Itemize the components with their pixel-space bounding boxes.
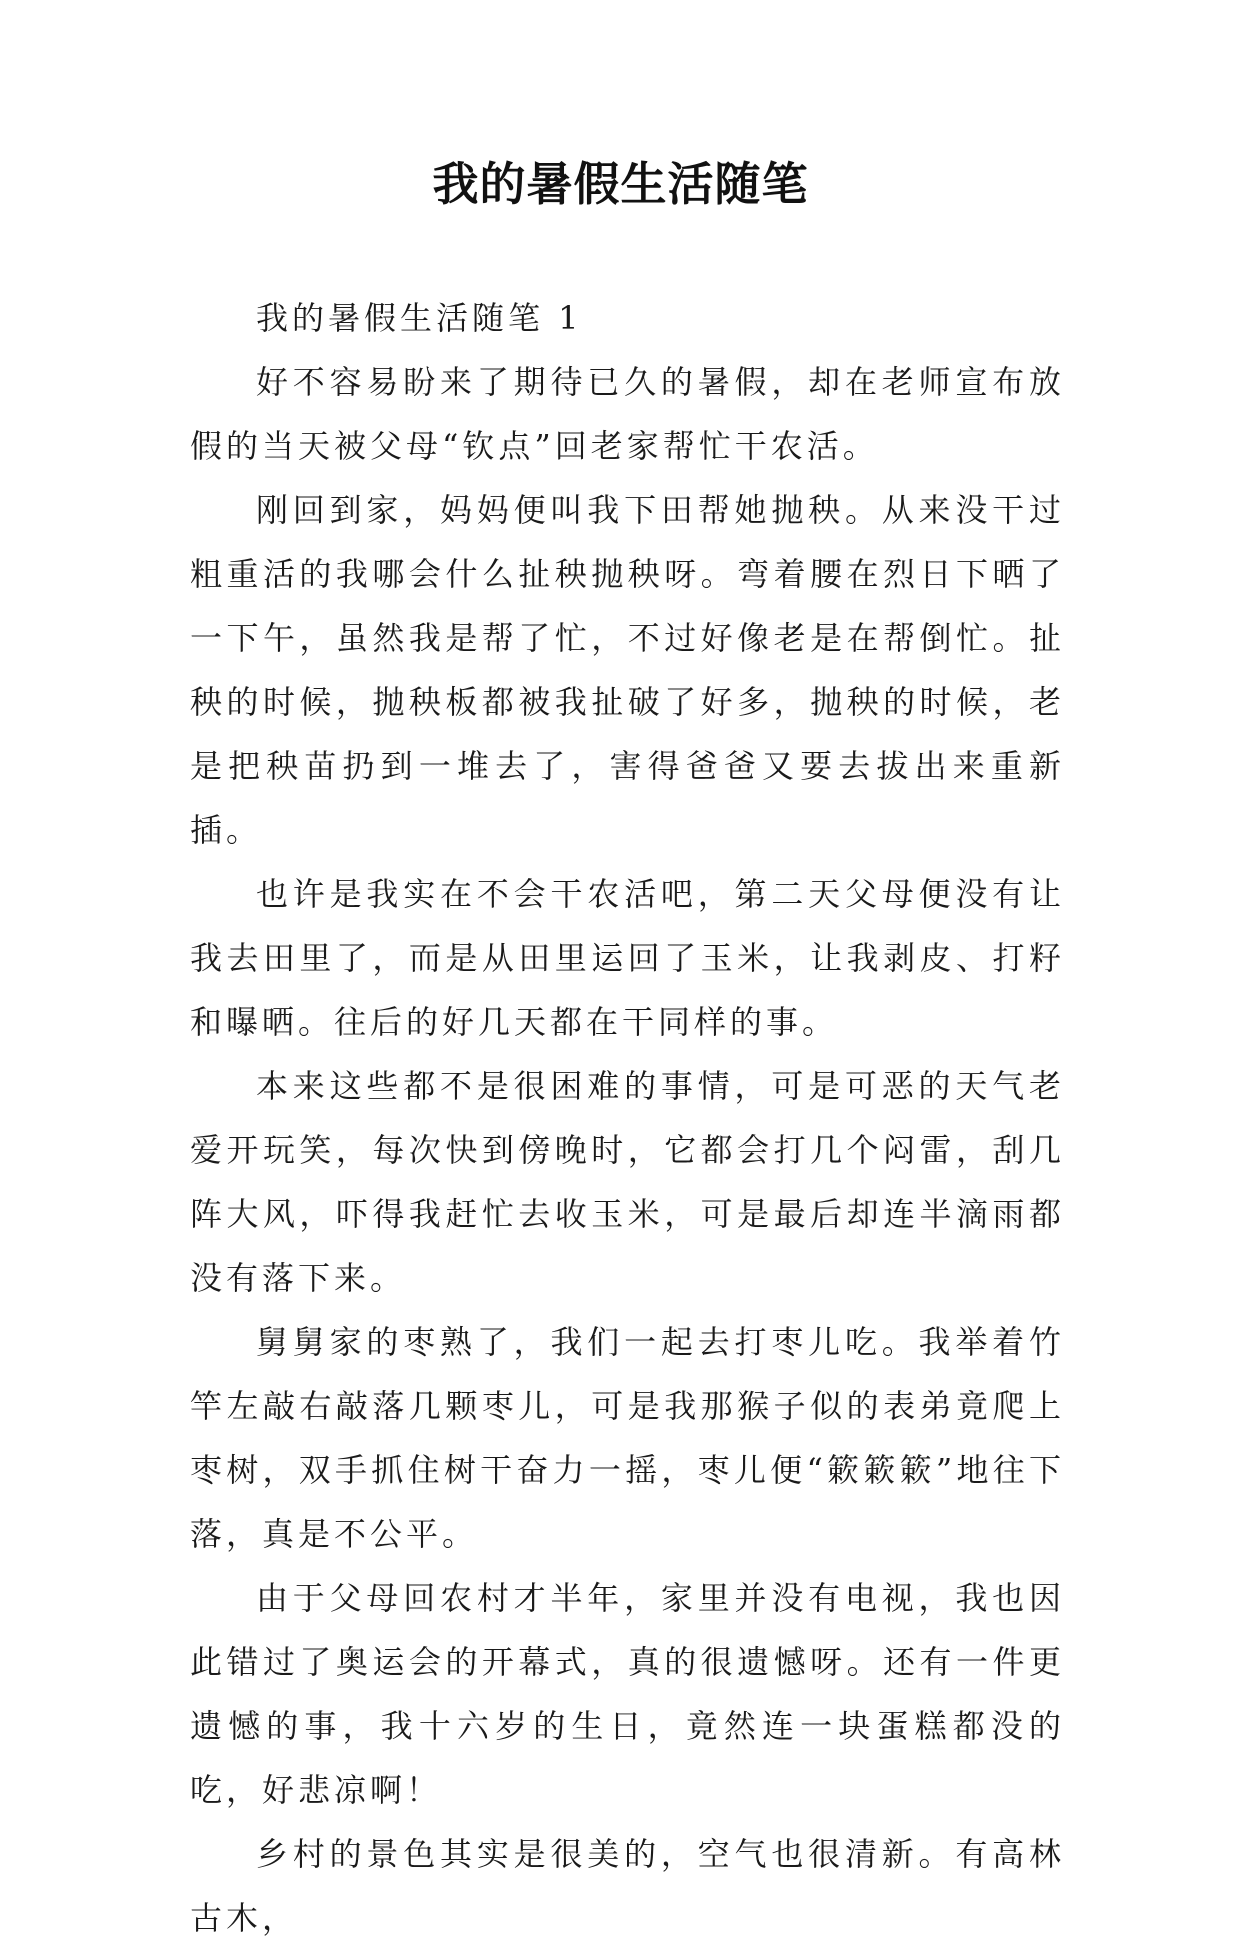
paragraph: 本来这些都不是很困难的事情，可是可恶的天气老爱开玩笑，每次快到傍晚时，它都会打几个闷雷，刮几阵大风，吓得我赶忙去收玉米，可是最后却连半滴雨都没有落下来。 [190, 1067, 1065, 1297]
paragraph: 舅舅家的枣熟了，我们一起去打枣儿吃。我举着竹竿左敲右敲落几颗枣儿，可是我那猴子似的表弟竟爬上枣树，双手抓住树干奋力一摇，枣儿便“簌簌簌”地往下落，真是不公平。 [190, 1323, 1065, 1553]
section-heading: 我的暑假生活随笔 1 [256, 299, 583, 337]
document-title: 我的暑假生活随笔 [432, 157, 809, 211]
paragraph: 好不容易盼来了期待已久的暑假，却在老师宣布放假的当天被父母“钦点”回老家帮忙干农活。 [190, 363, 1065, 465]
document-body [190, 286, 1065, 1950]
paragraph: 也许是我实在不会干农活吧，第二天父母便没有让我去田里了，而是从田里运回了玉米，让我剥皮、打籽和曝晒。往后的好几天都在干同样的事。 [190, 875, 1065, 1041]
paragraph: 刚回到家，妈妈便叫我下田帮她抛秧。从来没干过粗重活的我哪会什么扯秧抛秧呀。弯着腰在烈日下晒了一下午，虽然我是帮了忙，不过好像老是在帮倒忙。扯秧的时候，抛秧板都被我扯破了好多，抛秧的时候，老是把秧苗扔到一堆去了，害得爸爸又要去拔出来重新插。 [190, 491, 1065, 849]
paragraph: 由于父母回农村才半年，家里并没有电视，我也因此错过了奥运会的开幕式，真的很遗憾呀。还有一件更遗憾的事，我十六岁的生日，竟然连一块蛋糕都没的吃，好悲凉啊！ [190, 1579, 1065, 1809]
paragraph: 乡村的景色其实是很美的，空气也很清新。有高林古木， [190, 1835, 1065, 1937]
